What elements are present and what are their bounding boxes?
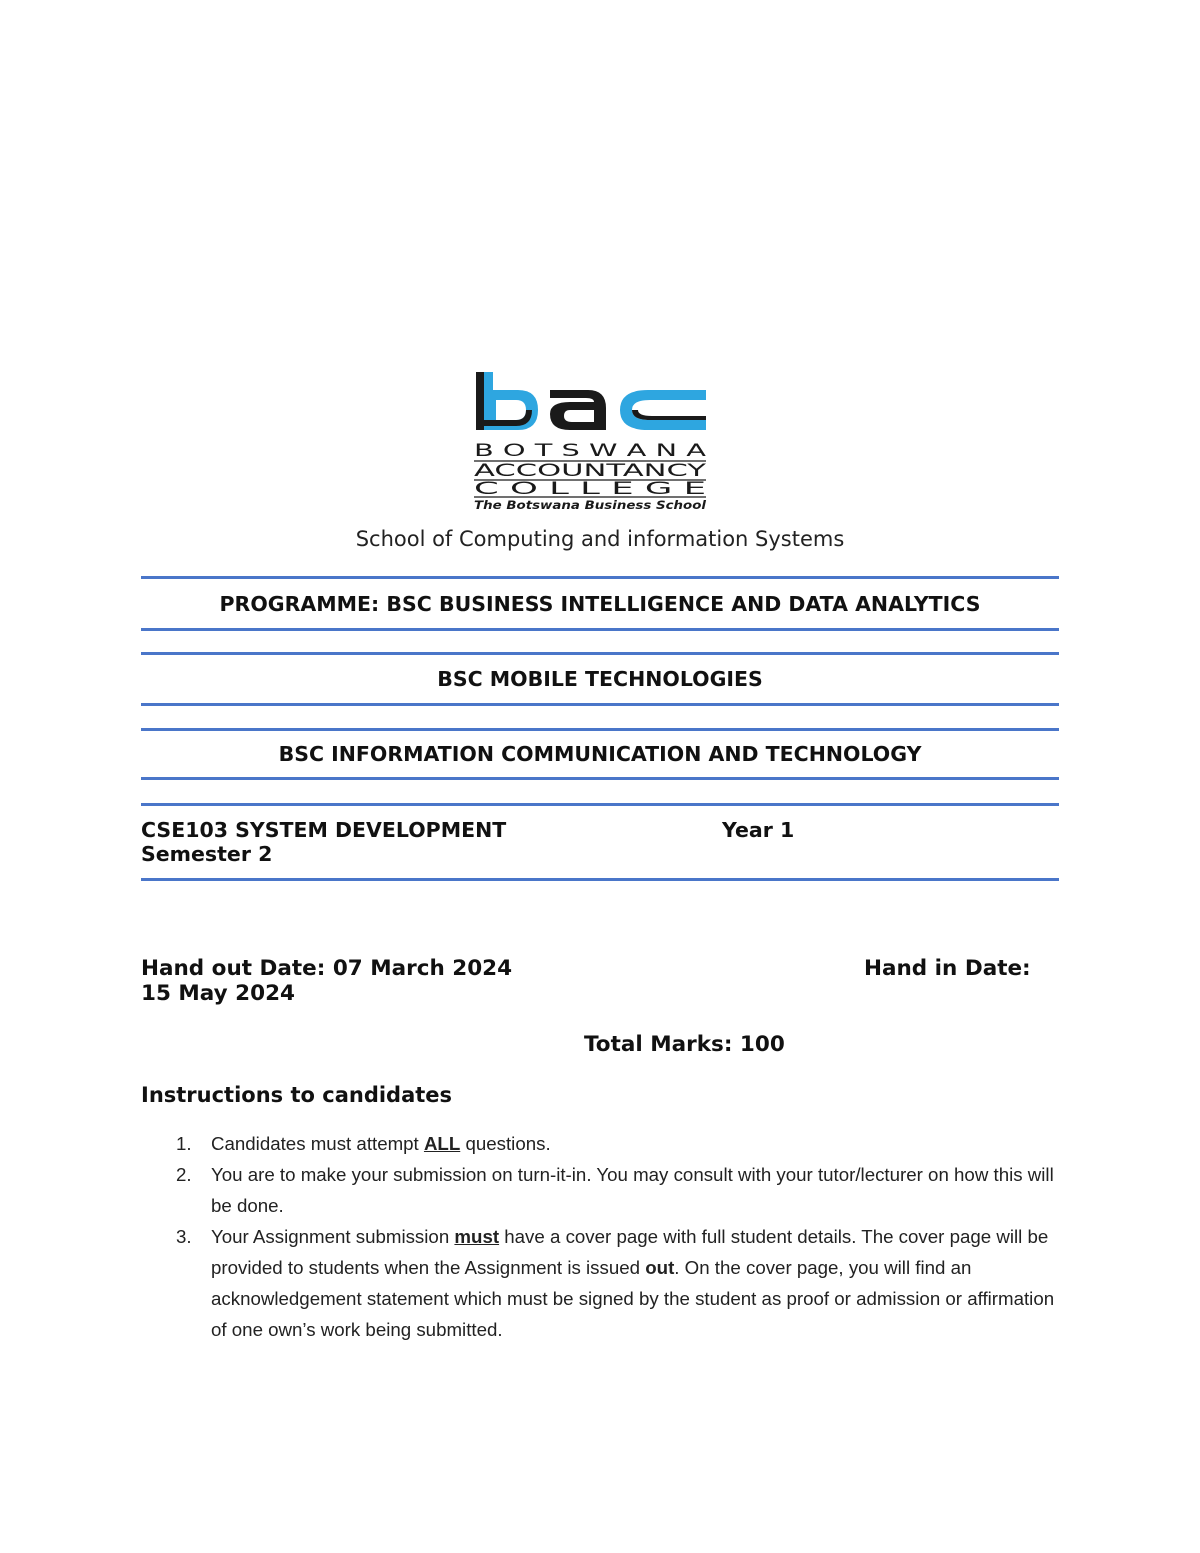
instruction-text: . On the cover page, you will find an acknowledgement statement which must be signed by the student as proof or admission or affirmation of one own’s work being submitted.: [211, 1257, 1055, 1340]
list-number: 2.: [176, 1164, 192, 1185]
instructions-title: Instructions to candidates: [141, 1083, 453, 1107]
divider: [141, 728, 1059, 731]
handout-date: Hand out Date: 07 March 2024: [141, 956, 513, 981]
logo-line-college: C O L L E G E: [474, 479, 706, 499]
instruction-text: have a cover page with full student details. The cover page will be provided to students when the Assignment is issued: [211, 1226, 1049, 1278]
instruction-text: questions.: [460, 1133, 551, 1154]
instruction-emphasis: ALL: [423, 1133, 461, 1154]
programme-title: BSC INFORMATION COMMUNICATION AND TECHNOLOGY: [278, 742, 922, 766]
instruction-emphasis: out: [645, 1257, 675, 1278]
logo-line-accountancy: ACCOUNTANCY: [474, 461, 708, 481]
course-year: Year 1: [722, 818, 795, 842]
list-item: [141, 1221, 1061, 1345]
divider: [141, 878, 1059, 881]
instruction-emphasis: must: [454, 1226, 500, 1247]
divider: [141, 803, 1059, 806]
list-number: 1.: [176, 1133, 192, 1154]
handin-label: Hand in Date:: [864, 956, 1031, 981]
instruction-text: Your Assignment submission: [211, 1226, 455, 1247]
programme-title: PROGRAMME: BSC BUSINESS INTELLIGENCE AND DATA ANALYTICS: [219, 592, 981, 616]
logo-tagline: The Botswana Business School: [474, 498, 708, 512]
divider: [141, 576, 1059, 579]
divider: [141, 628, 1059, 631]
instructions-list: [141, 1128, 1061, 1345]
course-semester: Semester 2: [141, 842, 273, 866]
instruction-text: You are to make your submission on turn-it-in. You may consult with your tutor/lecturer on how this will be done.: [211, 1164, 1054, 1216]
divider: [141, 703, 1059, 706]
list-item: [141, 1159, 1061, 1221]
course-code-title: CSE103 SYSTEM DEVELOPMENT: [141, 818, 507, 842]
handin-date: 15 May 2024: [141, 981, 295, 1006]
bac-logo: [470, 368, 710, 512]
programme-title: BSC MOBILE TECHNOLOGIES: [437, 667, 763, 691]
list-number: 3.: [176, 1226, 192, 1247]
instruction-text: Candidates must attempt: [211, 1133, 424, 1154]
total-marks: Total Marks: 100: [584, 1032, 785, 1057]
divider: [141, 777, 1059, 780]
logo-line-botswana: B O T S W A N A: [474, 441, 707, 461]
list-item: [141, 1128, 1061, 1159]
divider: [141, 652, 1059, 655]
logo-letters-bac: [476, 372, 706, 430]
school-name: School of Computing and information Systems: [355, 527, 845, 551]
